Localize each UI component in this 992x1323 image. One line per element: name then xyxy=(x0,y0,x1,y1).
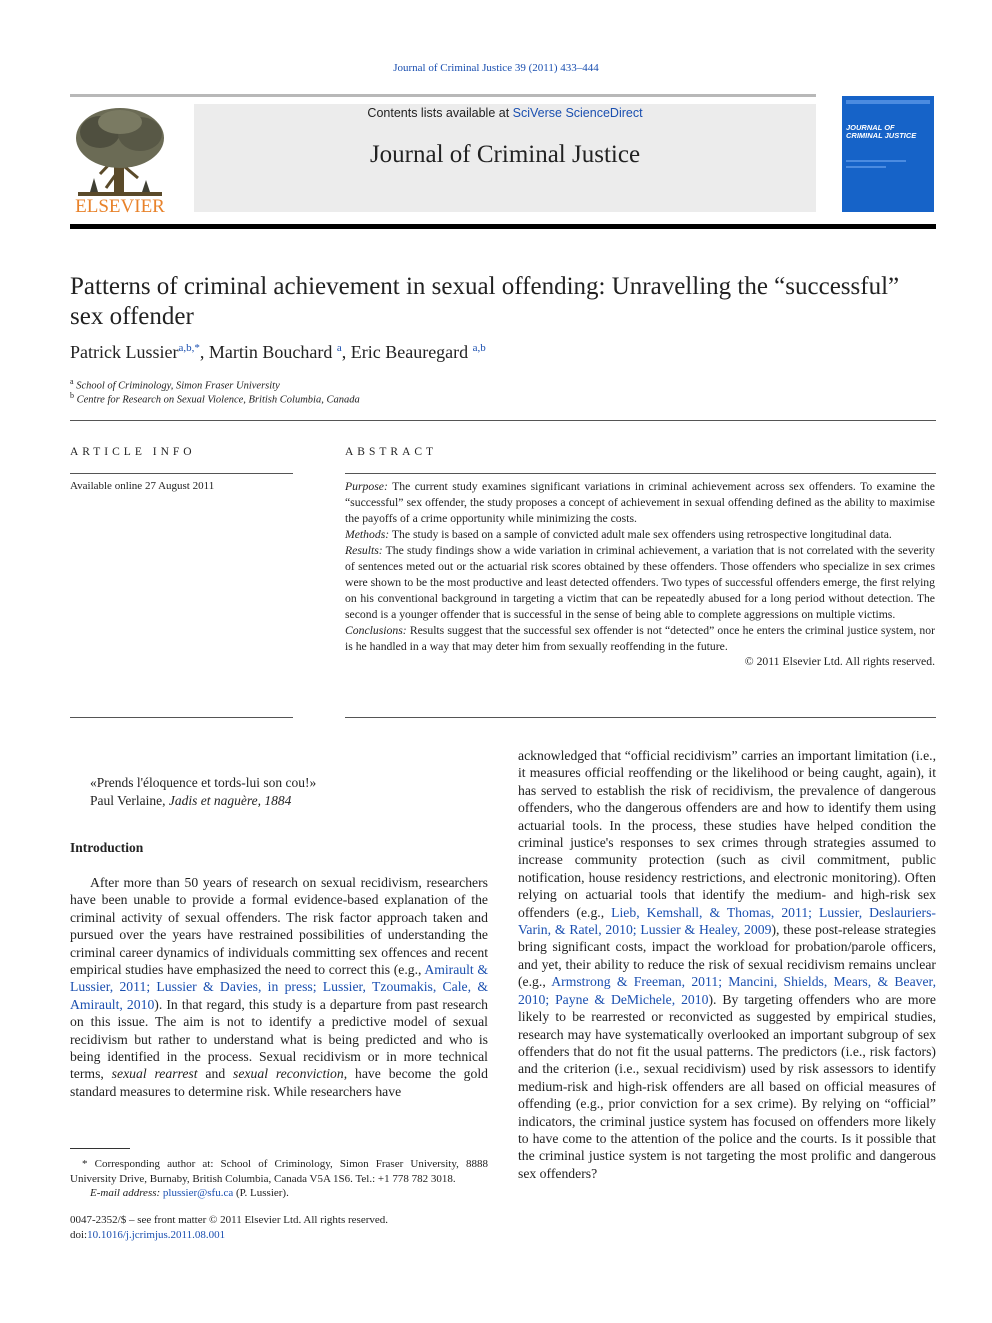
contents-prefix: Contents lists available at xyxy=(367,106,513,120)
abstract-label: Conclusions: xyxy=(345,623,407,637)
author-name: Eric Beauregard xyxy=(350,342,469,362)
article-title: Patterns of criminal achievement in sexual offending: Unravelling the “successful” sex offender xyxy=(70,273,900,330)
intro-paragraph-1 xyxy=(70,874,488,1100)
abstract-text: The study is based on a sample of convicted adult male sex offenders using retrospective longitudinal data. xyxy=(389,527,892,541)
email-suffix: (P. Lussier). xyxy=(233,1187,289,1199)
article-info-bottom-rule xyxy=(70,717,293,718)
abstract-text: The study findings show a wide variation in criminal achievement, a variation that is not correlated with the severity of sentences meted out or the actuarial risk scores obtained by these offenders. Those offenders who specialize in sex crimes were shown to be the most productive and least detected offenders. Two types of successful offenders emerge, the first relying on his conventional background in targeting a victim that can be repeatedly abused for a long period without detection. The second is a younger offender that is successful in the sense of being able to complete aggressions on multiple victims. xyxy=(345,543,935,621)
reference-link[interactable]: Lieb, Kemshall, & Thomas, 2011; Lussier, Deslauriers-Varin, & Ratel, 2010; Lussier & Healey, 2009 xyxy=(518,904,936,938)
abstract-results xyxy=(345,543,935,623)
epigraph-source: Jadis et naguère, 1884 xyxy=(168,793,292,808)
intro-paragraph-1-continued xyxy=(518,747,936,1182)
epigraph-author: Paul Verlaine, xyxy=(90,793,169,808)
abstract-bottom-rule xyxy=(345,717,936,718)
epigraph-quote: «Prends l'éloquence et tords-lui son cou!» xyxy=(90,775,317,790)
abstract-text: The current study examines significant variations in criminal achievement across sex offenders. To examine the “successful” sex offender, the study proposes a concept of achievement in sexual offending defined as the ability to maximise the payoffs of a crime opportunity while minimizing the costs. xyxy=(345,480,935,525)
contents-line xyxy=(194,106,816,120)
cover-title: JOURNAL OF CRIMINAL JUSTICE xyxy=(846,123,917,140)
affiliation-marker: b xyxy=(70,391,74,400)
section-divider xyxy=(70,420,936,421)
corresponding-author-marker[interactable]: * xyxy=(194,342,200,354)
abstract-label: Methods: xyxy=(345,527,390,541)
article-info-heading: ARTICLE INFO xyxy=(70,446,196,458)
doi-label: doi: xyxy=(70,1228,88,1241)
email-link[interactable]: plussier@sfu.ca xyxy=(162,1187,234,1199)
header-thick-rule xyxy=(70,224,936,229)
body-text: ). By targeting offenders who are more likely to be rearrested or reconvicted as suggested by empirical studies, research may have systematically overlooked an important subgroup of sex offenders that do not fit the usual patterns. The predictors (i.e., risk factors) and the criterion (i.e., sexual recidivism) used by risk assessors to identify medium-risk and high-risk offenders are all based on official measures of offending (e.g., prior conviction for a sex crime). By relying on “official” indicators, the criminal justice system has focused on offenders more likely to have come to the attention of the police and the courts. Is it possible that the criminal justice system is not targeting the most prolific and dangerous sex offenders? xyxy=(518,991,936,1181)
introduction-heading: Introduction xyxy=(70,840,144,855)
doi-link[interactable]: 10.1016/j.jcrimjus.2011.08.001 xyxy=(87,1228,226,1241)
author-list xyxy=(70,342,486,363)
footnote-rule xyxy=(70,1148,130,1149)
epigraph-attribution xyxy=(90,792,316,810)
affiliation-marker: a xyxy=(70,377,74,386)
abstract-copyright: © 2011 Elsevier Ltd. All rights reserved. xyxy=(744,655,935,669)
abstract-body xyxy=(345,479,935,670)
doi-line xyxy=(70,1228,388,1243)
cover-art xyxy=(842,96,934,212)
corresponding-author-footnote xyxy=(70,1157,488,1201)
abstract-heading: ABSTRACT xyxy=(345,446,438,458)
tree-icon xyxy=(76,108,164,196)
affiliation xyxy=(70,377,280,392)
author-name: Martin Bouchard xyxy=(208,342,333,362)
abstract-rule xyxy=(345,473,936,474)
affiliation-text: School of Criminology, Simon Fraser University xyxy=(76,380,280,392)
author-name: Patrick Lussier xyxy=(70,342,179,362)
sciencedirect-link[interactable]: SciVerse ScienceDirect xyxy=(512,106,643,120)
body-text: ). In that regard, this study is a departure from past research on this issue. The aim is not to identify a predictive model of sexual recidivism but rather to understand what is being predicted and who is being identified in the process. Sexual recidivism or in more technical terms, xyxy=(70,996,488,1082)
article-info-rule xyxy=(70,473,293,474)
citation-link[interactable]: Journal of Criminal Justice 39 (2011) 433–444 xyxy=(393,62,599,74)
body-text: , have become the gold standard measures to determine risk. While researchers have xyxy=(70,1066,488,1099)
journal-citation[interactable] xyxy=(0,62,992,74)
journal-name: Journal of Criminal Justice xyxy=(369,141,641,168)
abstract-label: Results: xyxy=(345,543,383,557)
reference-link[interactable]: Amirault & Lussier, 2011; Lussier & Davies, in press; Lussier, Tzoumakis, Cale, & Amirault, 2010 xyxy=(70,962,488,1012)
author-separator: , xyxy=(199,342,209,362)
footnote-text: Corresponding author at: School of Criminology, Simon Fraser University, 8888 University Drive, Burnaby, British Columbia, Canada V5A 1S6. Tel.: +1 778 782 3018. xyxy=(70,1158,488,1185)
author-affil-sup[interactable]: a,b xyxy=(472,342,486,354)
abstract-methods xyxy=(345,527,935,543)
body-text: After more than 50 years of research on sexual recidivism, researchers have been unable to provide a formal evidence-based explanation of the criminal activity of sexual offenders. The risk factor approach taken and pursued over the years have restrained possibilities of understanding the criminal career dynamics of individuals committing sex offences and recent empirical studies have emphasized the need to correct this (e.g., xyxy=(70,875,488,978)
elsevier-wordmark: ELSEVIER xyxy=(75,196,165,216)
footnote-email-line xyxy=(70,1186,488,1201)
abstract-text: Results suggest that the successful sex offender is not “detected” once he enters the criminal justice system, nor is he handled in a way that may deter him from sexually reoffending in the future. xyxy=(345,623,935,653)
body-text: ), these post-release strategies bring significant costs, impact the workload for probation/parole officers, and yet, their ability to reduce the risk of sexual recidivism remains unclear (e.g., xyxy=(518,922,937,990)
emphasis-text: sexual reconviction xyxy=(233,1066,344,1082)
email-label: E-mail address: xyxy=(90,1187,161,1199)
issn-line: 0047-2352/$ – see front matter © 2011 Elsevier Ltd. All rights reserved. xyxy=(70,1214,389,1226)
reference-link[interactable]: Armstrong & Freeman, 2011; Mancini, Shields, Mears, & Beaver, 2010; Payne & DeMichele, 2010 xyxy=(518,974,936,1007)
author-affil-sup[interactable]: a xyxy=(336,342,342,354)
body-text: and xyxy=(197,1066,234,1082)
emphasis-text: sexual rearrest xyxy=(111,1066,198,1082)
body-text: acknowledged that “official recidivism” carries an important limitation (i.e., it measures official reoffending or the likelihood or being caught, again), it has served to establish the risk of recidivism, the prevalence of dangerous offenders, who the dangerous offenders are and how to identify them using actuarial tools. In the process, these studies have helped condition the criminal justice's responses to sex crimes through strategies assumed to increase community protection (such as civil commitment, public notification, house residency restrictions, and electronic monitoring). Often relying on actuarial tools that identify the medium- and high-risk sex offenders (e.g., xyxy=(518,748,936,920)
abstract-conclusions xyxy=(345,623,935,655)
abstract-purpose xyxy=(345,479,935,527)
affiliation-text: Centre for Research on Sexual Violence, British Columbia, Canada xyxy=(76,394,360,406)
front-matter xyxy=(70,1213,388,1242)
available-online: Available online 27 August 2011 xyxy=(70,480,215,492)
elsevier-logo xyxy=(70,104,170,216)
affiliation xyxy=(70,391,360,406)
abstract-label: Purpose: xyxy=(345,480,388,493)
author-separator: , xyxy=(341,342,351,362)
footnote-marker: * xyxy=(82,1158,88,1170)
header-top-rule xyxy=(70,94,816,97)
journal-cover[interactable] xyxy=(842,96,934,212)
epigraph xyxy=(90,774,316,810)
author-affil-sup[interactable]: a,b, xyxy=(178,342,195,354)
